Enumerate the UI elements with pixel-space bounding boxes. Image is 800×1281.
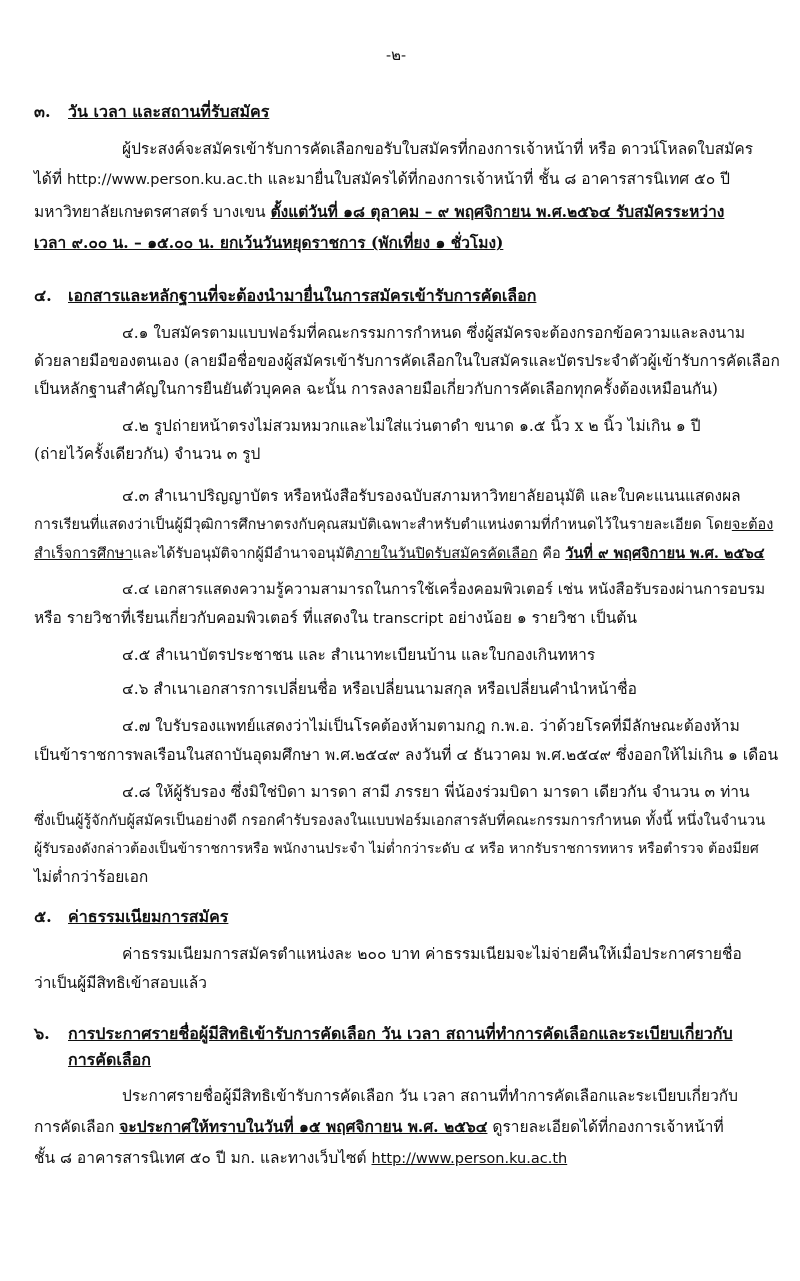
item-4-6: ๔.๖ สำเนาเอกสารการเปลี่ยนชื่อ หรือเปลี่ยนนามสกุล หรือเปลี่ยนคำนำหน้าชื่อ bbox=[122, 680, 637, 698]
text-segment-underlined: ภายในวันปิดรับสมัครคัดเลือก bbox=[354, 546, 538, 562]
item-4-1-line-1: ๔.๑ ใบสมัครตามแบบฟอร์มที่คณะกรรมการกำหนด ซึ่งผู้สมัครจะต้องกรอกข้อความและลงนาม bbox=[122, 324, 746, 342]
text-segment: ได้ที่ bbox=[34, 170, 63, 188]
item-4-2-line-2: (ถ่ายไว้ครั้งเดียวกัน) จำนวน ๓ รูป bbox=[34, 445, 261, 463]
deadline-date: วันที่ ๙ พฤศจิกายน พ.ศ. ๒๕๖๔ bbox=[565, 545, 765, 562]
section-4-number: ๔. bbox=[34, 286, 52, 305]
section-3-title: วัน เวลา และสถานที่รับสมัคร bbox=[68, 102, 270, 121]
item-4-4-line-1: ๔.๔ เอกสารแสดงความรู้ความสามารถในการใช้เครื่องคอมพิวเตอร์ เช่น หนังสือรับรองผ่านการอบรม bbox=[122, 580, 766, 598]
section-5-heading bbox=[34, 906, 228, 928]
item-4-4-line-2 bbox=[34, 607, 637, 630]
text-segment: หรือ รายวิชาที่เรียนเกี่ยวกับคอมพิวเตอร์ ที่แสดงใน bbox=[34, 609, 369, 627]
item-4-7-line-2: เป็นข้าราชการพลเรือนในสถาบันอุดมศึกษา พ.ศ.๒๕๔๙ ลงวันที่ ๔ ธันวาคม พ.ศ.๒๕๔๙ ซึ่งออกให้ไม่เกิน ๑ เดือน bbox=[34, 746, 779, 764]
section-4-heading bbox=[34, 285, 536, 307]
section-6-line-3 bbox=[34, 1147, 567, 1170]
text-segment: มหาวิทยาลัยเกษตรศาสตร์ บางเขน bbox=[34, 203, 266, 221]
text-segment-underlined: สำเร็จการศึกษา bbox=[34, 546, 133, 562]
text-segment: คือ bbox=[537, 546, 566, 562]
item-4-3-line-2 bbox=[34, 514, 773, 536]
item-4-1-line-2: ด้วยลายมือของตนเอง (ลายมือชื่อของผู้สมัครเข้ารับการคัดเลือกในใบสมัครและบัตรประจำตัวผู้เข้ารับการคัดเลือก bbox=[34, 352, 780, 370]
item-4-8-line-2: ซึ่งเป็นผู้รู้จักกับผู้สมัครเป็นอย่างดี กรอกคำรับรองลงในแบบฟอร์มเอกสารลับที่คณะกรรมการกำหนด ทั้งนี้ หนึ่งในจำนวน bbox=[34, 813, 766, 829]
item-4-8-line-4: ไม่ต่ำกว่าร้อยเอก bbox=[34, 868, 149, 886]
application-hours: เวลา ๙.๐๐ น. – ๑๕.๐๐ น. ยกเว้นวันหยุดราชการ (พักเที่ยง ๑ ชั่วโมง) bbox=[34, 233, 504, 252]
text-segment: ดูรายละเอียดได้ที่กองการเจ้าหน้าที่ bbox=[492, 1118, 724, 1136]
text-segment: และมายื่นใบสมัครได้ที่กองการเจ้าหน้าที่ ชั้น ๘ อาคารสารนิเทศ ๕๐ ปี bbox=[267, 170, 731, 188]
item-4-8-line-3: ผู้รับรองดังกล่าวต้องเป็นข้าราชการหรือ พนักงานประจำ ไม่ต่ำกว่าระดับ ๔ หรือ หากรับราชการทหาร หรือตำรวจ ต้องมียศ bbox=[34, 841, 759, 857]
section-3-para-line-1: ผู้ประสงค์จะสมัครเข้ารับการคัดเลือกขอรับใบสมัครที่กองการเจ้าหน้าที่ หรือ ดาวน์โหลดใบสมัคร bbox=[122, 140, 754, 158]
item-4-3-line-3 bbox=[34, 543, 765, 565]
item-4-3-line-1: ๔.๓ สำเนาปริญญาบัตร หรือหนังสือรับรองฉบับสภามหาวิทยาลัยอนุมัติ และใบคะแนนแสดงผล bbox=[122, 487, 741, 505]
section-5-number: ๕. bbox=[34, 907, 52, 926]
text-segment-underlined: จะต้อง bbox=[731, 517, 774, 533]
section-6-heading bbox=[34, 1023, 733, 1045]
section-3-number: ๓. bbox=[34, 102, 51, 121]
transcript-word: transcript bbox=[373, 611, 444, 627]
text-segment: อย่างน้อย ๑ รายวิชา เป็นต้น bbox=[448, 609, 637, 627]
section-5-line-1: ค่าธรรมเนียมการสมัครตำแหน่งละ ๒๐๐ บาท ค่าธรรมเนียมจะไม่จ่ายคืนให้เมื่อประกาศรายชื่อ bbox=[122, 945, 742, 963]
item-4-1-line-3: เป็นหลักฐานสำคัญในการยืนยันตัวบุคคล ฉะนั้น การลงลายมือเกี่ยวกับการคัดเลือกทุกครั้งต้องเหมือนกัน) bbox=[34, 380, 718, 398]
item-4-8-line-1: ๔.๘ ให้ผู้รับรอง ซึ่งมิใช่บิดา มารดา สามี ภรรยา พี่น้องร่วมบิดา มารดา เดียวกัน จำนวน ๓ ท่าน bbox=[122, 783, 750, 801]
section-6-title-line-1: การประกาศรายชื่อผู้มีสิทธิเข้ารับการคัดเลือก วัน เวลา สถานที่ทำการคัดเลือกและระเบียบเกี่ยวกับ bbox=[68, 1024, 733, 1043]
section-5-title: ค่าธรรมเนียมการสมัคร bbox=[68, 907, 229, 926]
text-segment: และได้รับอนุมัติจากผู้มีอำนาจอนุมัติ bbox=[132, 546, 355, 562]
section-6-title-line-2: การคัดเลือก bbox=[68, 1050, 151, 1069]
text-segment: ชั้น ๘ อาคารสารนิเทศ ๕๐ ปี มก. และทางเว็บไซต์ bbox=[34, 1149, 367, 1167]
announcement-date: จะประกาศให้ทราบในวันที่ ๑๕ พฤศจิกายน พ.ศ. ๒๕๖๔ bbox=[119, 1117, 488, 1136]
item-4-2-line-1: ๔.๒ รูปถ่ายหน้าตรงไม่สวมหมวกและไม่ใส่แว่นตาดำ ขนาด ๑.๕ นิ้ว x ๒ นิ้ว ไม่เกิน ๑ ปี bbox=[122, 417, 701, 435]
text-segment: การคัดเลือก bbox=[34, 1118, 115, 1136]
section-4-title: เอกสารและหลักฐานที่จะต้องนำมายื่นในการสมัครเข้ารับการคัดเลือก bbox=[68, 286, 537, 305]
item-4-5: ๔.๕ สำเนาบัตรประชาชน และ สำเนาทะเบียนบ้าน และใบกองเกินทหาร bbox=[122, 646, 596, 664]
text-segment: การเรียนที่แสดงว่าเป็นผู้มีวุฒิการศึกษาตรงกับคุณสมบัติเฉพาะสำหรับตำแหน่งตามที่กำหนดไว้ในรายละเอียด โดย bbox=[34, 517, 732, 533]
item-4-7-line-1: ๔.๗ ใบรับรองแพทย์แสดงว่าไม่เป็นโรคต้องห้ามตามกฎ ก.พ.อ. ว่าด้วยโรคที่มีลักษณะต้องห้าม bbox=[122, 717, 740, 735]
section-3-heading bbox=[34, 101, 269, 123]
section-3-para-line-2 bbox=[34, 168, 730, 191]
website-url: http://www.person.ku.ac.th bbox=[67, 172, 263, 188]
website-url-link[interactable]: http://www.person.ku.ac.th bbox=[371, 1151, 568, 1167]
page-number: -๒- bbox=[386, 46, 407, 64]
section-6-line-1: ประกาศรายชื่อผู้มีสิทธิเข้ารับการคัดเลือก วัน เวลา สถานที่ทำการคัดเลือกและระเบียบเกี่ยวกับ bbox=[122, 1087, 739, 1105]
section-6-line-2 bbox=[34, 1116, 724, 1138]
section-3-para-line-3 bbox=[34, 201, 724, 223]
section-6-number: ๖. bbox=[34, 1024, 50, 1043]
section-5-line-2: ว่าเป็นผู้มีสิทธิเข้าสอบแล้ว bbox=[34, 974, 207, 992]
application-period: ตั้งแต่วันที่ ๑๘ ตุลาคม – ๙ พฤศจิกายน พ.ศ.๒๕๖๔ รับสมัครระหว่าง bbox=[270, 202, 725, 221]
